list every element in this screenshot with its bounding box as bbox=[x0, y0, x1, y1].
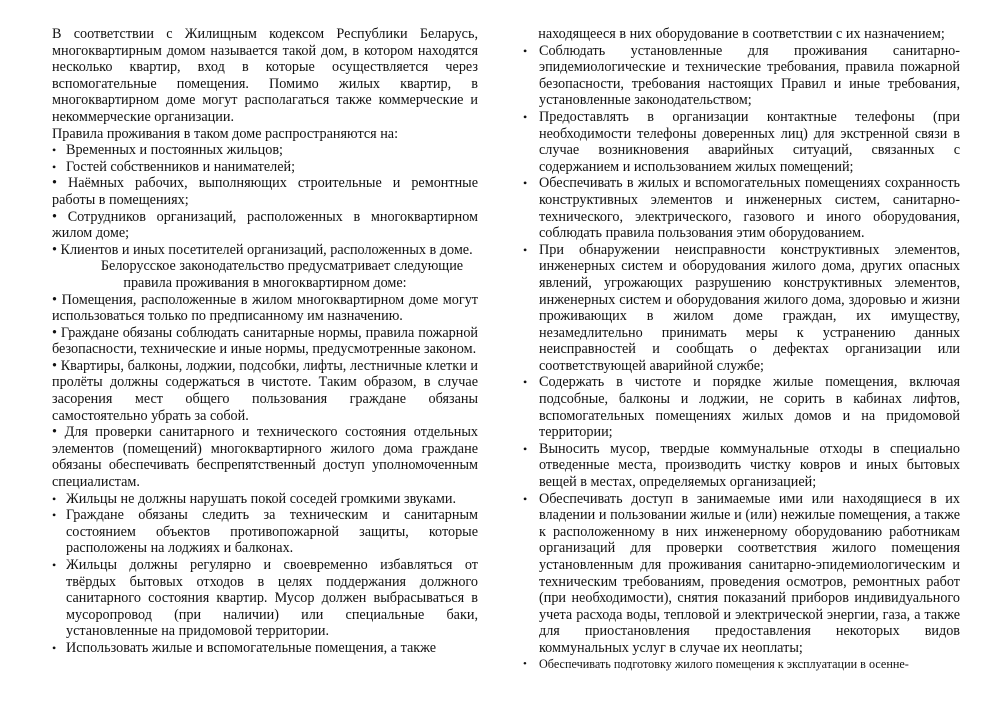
bullet-icon: • bbox=[523, 491, 528, 506]
list-item: • Граждане обязаны соблюдать санитарные нормы, правила пожарной безопасности, технические и иные нормы, предусмотренные законом. bbox=[52, 324, 479, 358]
list-item: • Клиентов и иных посетителей организаций, расположенных в доме. bbox=[52, 241, 473, 258]
list-item: • Обеспечивать в жилых и вспомогательных помещениях сохранность конструктивных элементов и инженерных систем, санитарно-технического, электрического, газового и иного оборудования, соблюдать правила пользования этим оборудованием. bbox=[523, 175, 960, 242]
bullet-icon: • bbox=[52, 241, 57, 258]
list-item: • Помещения, расположенные в жилом многоквартирном доме могут использоваться только по предписанному им назначению. bbox=[52, 291, 478, 325]
list-item: • Предоставлять в организации контактные телефоны (при необходимости телефоны доверенных лиц) для экстренной связи в случае возникновения аварийных ситуаций, связанных с содержанием и использованием жилых помещений; bbox=[523, 108, 960, 175]
bullet-icon: • bbox=[523, 109, 528, 124]
continuation-text: находящееся в них оборудование в соответствии с их назначением; bbox=[538, 26, 945, 42]
rules-heading: Правила проживания в таком доме распространяются на: bbox=[52, 125, 399, 142]
bullet-icon: • bbox=[52, 424, 57, 441]
bullet-icon: • bbox=[52, 491, 57, 506]
bullet-icon: • bbox=[52, 357, 57, 374]
bullet-icon: • bbox=[523, 43, 528, 58]
list-item: • Содержать в чистоте и порядке жилые помещения, включая подсобные, балконы и лоджии, не сорить в кабинах лифтов, вспомогательных помещениях жилых домов и на придомовой территории; bbox=[523, 374, 960, 441]
bullet-icon: • bbox=[523, 657, 527, 670]
right-column bbox=[523, 26, 960, 672]
bullet-icon: • bbox=[52, 208, 57, 225]
list-item: • Обеспечивать доступ в занимаемые ими или находящиеся в их владении и пользовании жилые и (или) нежилые помещения, а также к расположенному в них инженерному оборудованию работникам организаций для проверки соответствия жилого помещения установленным для проживания санитарно-эпидемиологическим и техническим требованиям, проведения осмотров, ремонтных работ (при необходимости), снятия показаний приборов индивидуального учета расхода воды, тепловой и электрической энергии, газа, а также для приостановления предоставления некоторых видов коммунальных услуг в случае их неоплаты; bbox=[523, 490, 960, 656]
bullet-icon: • bbox=[52, 291, 57, 308]
bullet-icon: • bbox=[52, 324, 57, 341]
bullet-icon: • bbox=[523, 375, 528, 390]
law-intro: Белорусское законодательство предусматривает следующие правила проживания в многоквартирном доме: bbox=[100, 258, 464, 291]
list-item: • Сотрудников организаций, расположенных в многоквартирном жилом доме; bbox=[52, 208, 478, 242]
list-item: • Квартиры, балконы, лоджии, подсобки, лифты, лестничные клетки и пролёты должны содержаться в чистоте. Таким образом, в случае засорения мест общего пользования граждане обязаны самостоятельно убрать за собой. bbox=[52, 357, 479, 424]
list-item: • Граждане обязаны следить за техническим и санитарным состоянием объектов противопожарной защиты, которые расположены на лоджиях и балконах. bbox=[52, 507, 478, 557]
list-item: • Выносить мусор, твердые коммунальные отходы в специально отведенные места, производить чистку ковров и иных бытовых вещей в местах, определяемых организацией; bbox=[523, 440, 960, 491]
bullet-icon: • bbox=[52, 175, 57, 192]
list-item: • Соблюдать установленные для проживания санитарно-эпидемиологические и технические требования, правила пожарной безопасности, требования настоящих Правил и иные требования, установленные законодательством; bbox=[523, 42, 960, 109]
bullet-icon: • bbox=[52, 508, 57, 523]
list-item: • Жильцы должны регулярно и своевременно избавляться от твёрдых бытовых отходов в целях поддержания должного санитарного состояния квартир. Мусор должен выбрасываться в мусоропровод (при наличии) или специальные баки, установленные на придомовой территории. bbox=[52, 557, 478, 640]
bullet-icon: • bbox=[523, 441, 528, 456]
duties-list bbox=[523, 43, 960, 672]
list-item: • Гостей собственников и нанимателей; bbox=[52, 158, 296, 175]
bullet-icon: • bbox=[52, 640, 57, 655]
list-item: • Наёмных рабочих, выполняющих строительные и ремонтные работы в помещениях; bbox=[52, 175, 478, 208]
bullet-icon: • bbox=[52, 558, 57, 572]
list-item: • При обнаружении неисправности конструктивных элементов, инженерных систем и оборудования жилого дома, других опасных явлений, угрожающих разрушению конструктивных элементов, инженерных систем и оборудования жилого дома, здоровью и жизни проживающих в жилом доме граждан, их имуществу, незамедлительно принимать меры к устранению данных неисправностей и сообщать о дефектах организации или соответствующей аварийной службе; bbox=[523, 241, 960, 374]
list-item: • Жильцы не должны нарушать покой соседей громкими звуками. bbox=[52, 490, 456, 507]
left-column bbox=[52, 26, 478, 657]
bullet-icon: • bbox=[52, 143, 57, 158]
bullet-icon: • bbox=[523, 176, 528, 191]
list-item: • Обеспечивать подготовку жилого помещения к эксплуатации в осенне- bbox=[523, 656, 909, 671]
bullet-icon: • bbox=[523, 242, 528, 257]
bullet-icon: • bbox=[52, 159, 57, 174]
list-item: • Для проверки санитарного и технического состояния отдельных элементов (помещений) многоквартирного жилого дома граждане обязаны обеспечивать беспрепятственный доступ уполномоченным специалистам. bbox=[52, 424, 478, 491]
list-item: • Использовать жилые и вспомогательные помещения, а также bbox=[52, 639, 437, 656]
scope-list bbox=[52, 142, 478, 258]
law-list bbox=[52, 292, 478, 657]
list-item: • Временных и постоянных жильцов; bbox=[52, 142, 283, 159]
intro-paragraph: В соответствии с Жилищным кодексом Республики Беларусь, многоквартирным домом называется такой дом, в котором находятся несколько квартир, вход в которые осуществляется через вспомогательные помещения. Помимо жилых квартир, в многоквартирном доме могут располагаться также коммерческие и некоммерческие организации. bbox=[52, 26, 478, 125]
